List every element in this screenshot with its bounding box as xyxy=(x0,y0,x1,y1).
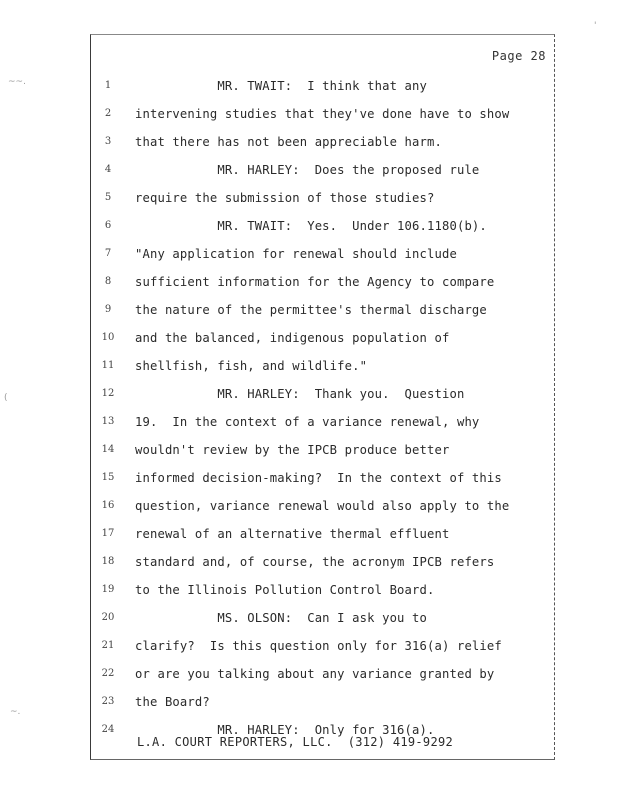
transcript-line: MR. HARLEY: Does the proposed rule xyxy=(135,163,480,177)
line-number: 15 xyxy=(101,472,115,483)
line-number: 17 xyxy=(101,528,115,539)
scan-speck: ~. xyxy=(10,707,21,717)
transcript-line: to the Illinois Pollution Control Board. xyxy=(135,583,435,597)
transcript-line: 19. In the context of a variance renewal, why xyxy=(135,415,480,429)
transcript-line: sufficient information for the Agency to compare xyxy=(135,275,495,289)
line-number: 9 xyxy=(104,304,112,315)
transcript-line: "Any application for renewal should include xyxy=(135,247,457,261)
transcript-line: and the balanced, indigenous population of xyxy=(135,331,450,345)
line-number-column xyxy=(91,72,125,744)
line-number: 2 xyxy=(104,108,112,119)
line-number: 6 xyxy=(104,220,112,231)
line-number: 16 xyxy=(101,500,115,511)
scan-speck: ~~. xyxy=(8,77,26,87)
transcript-line: MR. HARLEY: Thank you. Question xyxy=(135,387,465,401)
transcript-line: question, variance renewal would also apply to the xyxy=(135,499,510,513)
transcript-line: intervening studies that they've done have to show xyxy=(135,107,510,121)
transcript-text xyxy=(135,72,550,744)
transcript-line: that there has not been appreciable harm. xyxy=(135,135,442,149)
scan-speck: ' xyxy=(594,21,597,31)
transcript-page xyxy=(90,34,555,760)
transcript-line: MR. TWAIT: Yes. Under 106.1180(b). xyxy=(135,219,487,233)
line-number: 5 xyxy=(104,192,112,203)
scan-speck: ( xyxy=(4,393,8,403)
line-number: 11 xyxy=(101,360,115,371)
transcript-line: clarify? Is this question only for 316(a) relief xyxy=(135,639,502,653)
page-number: Page 28 xyxy=(491,49,546,63)
transcript-line: MR. TWAIT: I think that any xyxy=(135,79,428,93)
transcript-line: or are you talking about any variance granted by xyxy=(135,667,495,681)
line-number: 7 xyxy=(104,248,112,259)
transcript-line: MR. HARLEY: Only for 316(a). xyxy=(135,723,435,737)
transcript-line: shellfish, fish, and wildlife." xyxy=(135,359,368,373)
transcript-line: require the submission of those studies? xyxy=(135,191,435,205)
line-number: 18 xyxy=(101,556,115,567)
line-number: 14 xyxy=(101,444,115,455)
line-number: 23 xyxy=(101,696,115,707)
line-number: 4 xyxy=(104,164,112,175)
line-number: 21 xyxy=(101,640,115,651)
line-number: 12 xyxy=(101,388,115,399)
court-reporter-footer: L.A. COURT REPORTERS, LLC. (312) 419-9292 xyxy=(137,735,454,749)
transcript-line: the nature of the permittee's thermal discharge xyxy=(135,303,487,317)
line-number: 8 xyxy=(104,276,112,287)
line-number: 22 xyxy=(101,668,115,679)
transcript-line: informed decision-making? In the context of this xyxy=(135,471,502,485)
transcript-line: MS. OLSON: Can I ask you to xyxy=(135,611,428,625)
transcript-line: the Board? xyxy=(135,695,210,709)
line-number: 10 xyxy=(101,332,115,343)
transcript-line: wouldn't review by the IPCB produce better xyxy=(135,443,450,457)
line-number: 1 xyxy=(104,80,112,91)
line-number: 24 xyxy=(101,724,115,735)
line-number: 19 xyxy=(101,584,115,595)
transcript-line: renewal of an alternative thermal effluent xyxy=(135,527,450,541)
transcript-line: standard and, of course, the acronym IPCB refers xyxy=(135,555,495,569)
line-number: 3 xyxy=(104,136,112,147)
line-number: 13 xyxy=(101,416,115,427)
line-number: 20 xyxy=(101,612,115,623)
